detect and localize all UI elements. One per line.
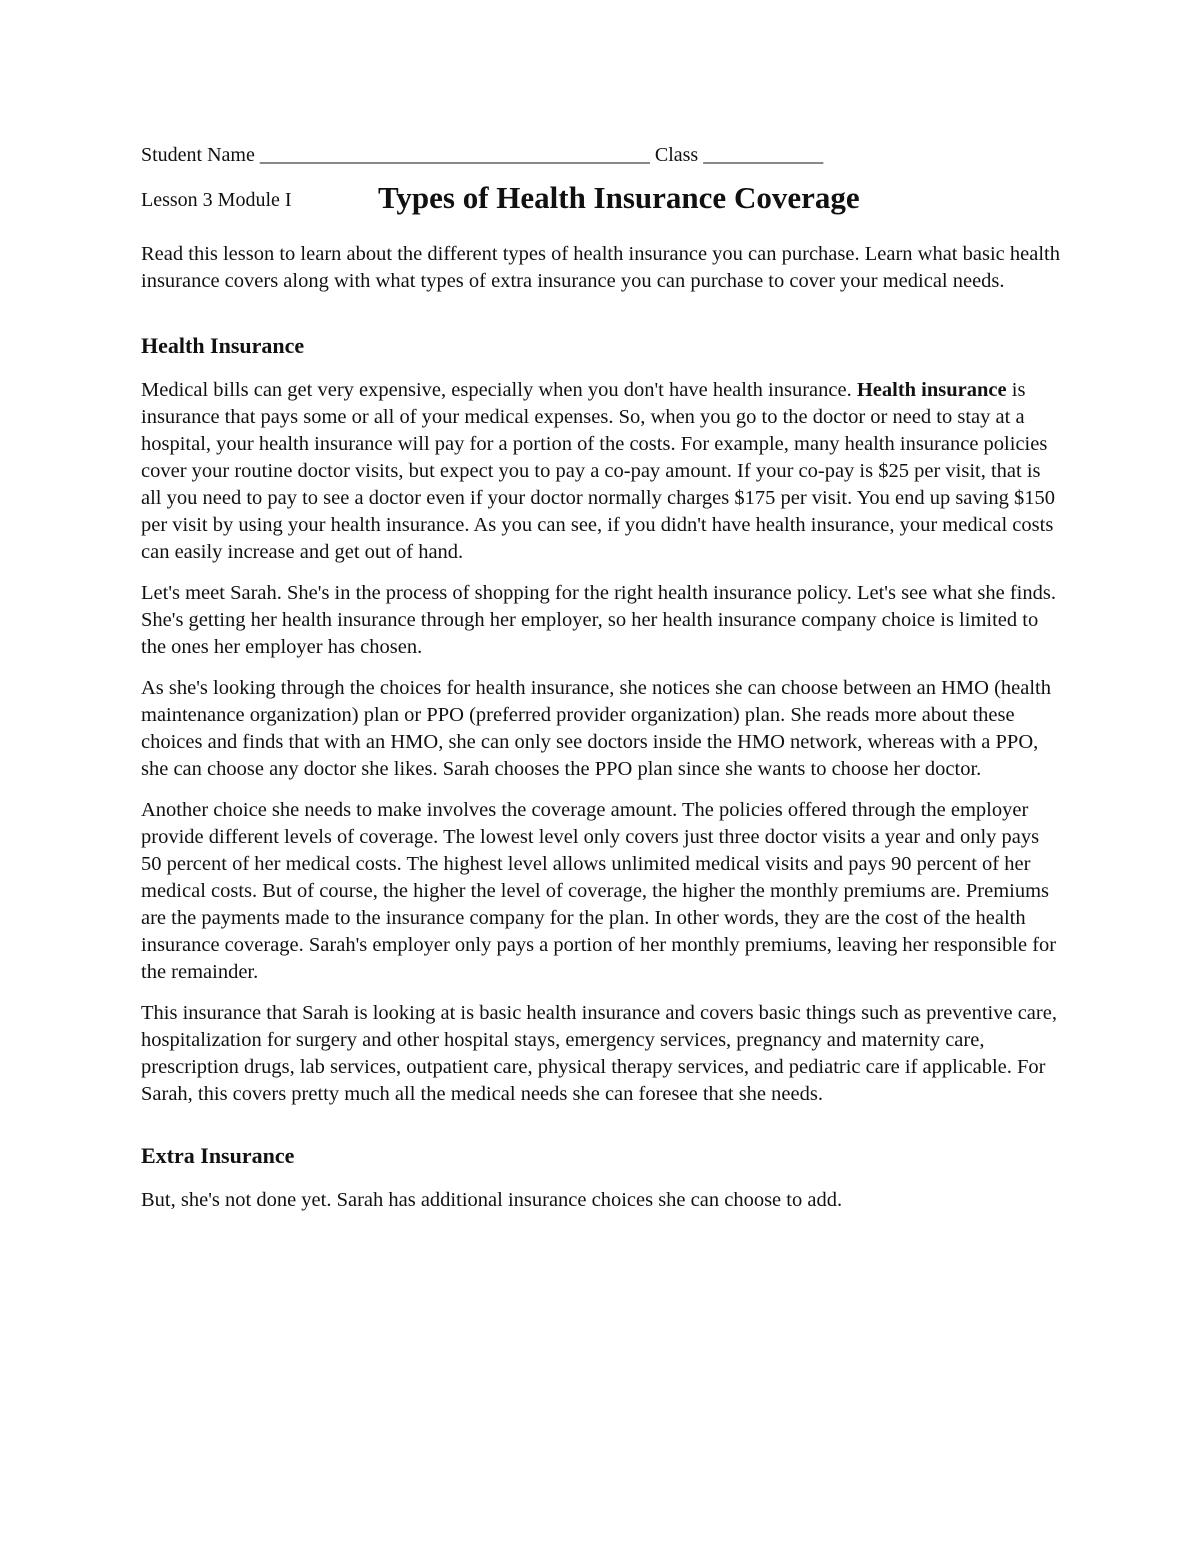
document-page (141, 140, 1061, 1214)
health-paragraph-1 (141, 377, 1061, 566)
lesson-label: Lesson 3 Module I (141, 189, 292, 211)
student-name-class-line: Student Name _______________________________________ Class ____________ (141, 144, 824, 166)
health-paragraph-3: As she's looking through the choices for health insurance, she notices she can choose between an HMO (health maintenance organization) plan or PPO (preferred provider organization) plan. She reads more about these choices and finds that with an HMO, she can only see doctors inside the HMO network, whereas with a PPO, she can choose any doctor she likes. Sarah chooses the PPO plan since she wants to choose her doctor. (141, 677, 1051, 780)
health-paragraph-4: Another choice she needs to make involves the coverage amount. The policies offered through the employer provide different levels of coverage. The lowest level only covers just three doctor visits a year and only pays 50 percent of her medical costs. The highest level allows unlimited medical visits and pays 90 percent of her medical costs. But of course, the higher the level of coverage, the higher the monthly premiums are. Premiums are the payments made to the insurance company for the plan. In other words, they are the cost of the health insurance coverage. Sarah's employer only pays a portion of her monthly premiums, leaving her responsible for the remainder. (141, 799, 1057, 983)
health-insurance-heading: Health Insurance (141, 333, 305, 358)
health-insurance-term: Health insurance (856, 379, 1007, 401)
health-paragraph-5: This insurance that Sarah is looking at is basic health insurance and covers basic things such as preventive care, hospitalization for surgery and other hospital stays, emergency services, pregnancy and maternity care, prescription drugs, lab services, outpatient care, physical therapy services, and pediatric care if applicable. For Sarah, this covers pretty much all the medical needs she can foresee that she needs. (141, 1002, 1057, 1105)
extra-paragraph-1: But, she's not done yet. Sarah has additional insurance choices she can choose to add. (141, 1189, 843, 1211)
lesson-title-row (141, 180, 1061, 220)
health-p1-text-before: Medical bills can get very expensive, especially when you don't have health insurance. (141, 379, 857, 401)
health-paragraph-2: Let's meet Sarah. She's in the process of shopping for the right health insurance policy. Let's see what she finds. She's getting her health insurance through her employer, so her health insurance company choice is limited to the ones her employer has chosen. (141, 582, 1056, 658)
page-title: Types of Health Insurance Coverage (378, 180, 860, 215)
health-p1-text-after: is insurance that pays some or all of your medical expenses. So, when you go to the doctor or need to stay at a hospital, your health insurance will pay for a portion of the costs. For example, many health insurance policies cover your routine doctor visits, but expect you to pay a co-pay amount. If your co-pay is $25 per visit, that is all you need to pay to see a doctor even if your doctor normally charges $175 per visit. You end up saving $150 per visit by using your health insurance. As you can see, if you didn't have health insurance, your medical costs can easily increase and get out of hand. (141, 379, 1055, 563)
intro-paragraph: Read this lesson to learn about the different types of health insurance you can purchase. Learn what basic health insurance covers along with what types of extra insurance you can purchase to cover your medical needs. (141, 243, 1060, 292)
extra-insurance-heading: Extra Insurance (141, 1143, 295, 1168)
